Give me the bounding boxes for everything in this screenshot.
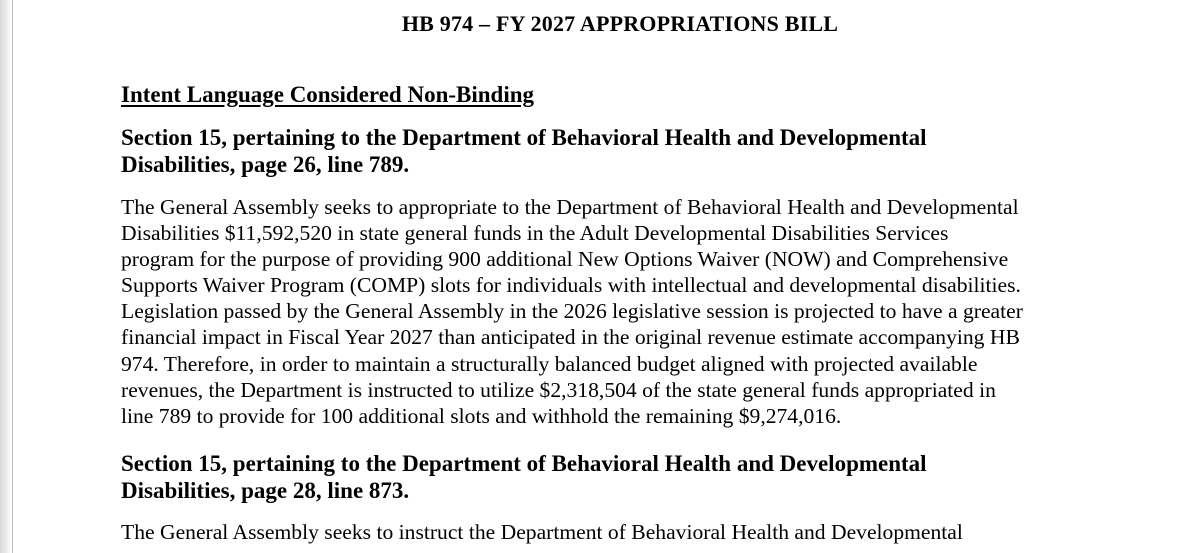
section-heading-1	[121, 124, 1061, 178]
section-body-1	[121, 194, 1131, 429]
body-line: Supports Waiver Program (COMP) slots for individuals with intellectual and developmental disabilities.	[121, 273, 1021, 298]
body-line: Disabilities $11,592,520 in state general funds in the Adult Developmental Disabilities Services	[121, 221, 949, 246]
section-body-2	[121, 519, 1131, 545]
section-heading-line: Disabilities, page 28, line 873.	[121, 478, 410, 503]
document-title: HB 974 – FY 2027 APPROPRIATIONS BILL	[401, 11, 839, 36]
body-line: Legislation passed by the General Assembly in the 2026 legislative session is projected to have a greater	[121, 299, 1023, 324]
body-line: line 789 to provide for 100 additional slots and withhold the remaining $9,274,016.	[121, 403, 842, 428]
page-edge	[0, 0, 13, 553]
intent-heading: Intent Language Considered Non-Binding	[121, 82, 535, 107]
body-line: 974. Therefore, in order to maintain a structurally balanced budget aligned with projected available	[121, 351, 978, 376]
body-line: program for the purpose of providing 900 additional New Options Waiver (NOW) and Comprehensive	[121, 247, 1009, 272]
body-line: The General Assembly seeks to appropriate to the Department of Behavioral Health and Developmental	[121, 195, 1019, 219]
body-line: financial impact in Fiscal Year 2027 than anticipated in the original revenue estimate accompanying HB	[121, 325, 1020, 350]
body-line: revenues, the Department is instructed to utilize $2,318,504 of the state general funds appropriated in	[121, 377, 996, 402]
section-heading-line: Section 15, pertaining to the Department of Behavioral Health and Developmental	[121, 125, 927, 150]
section-heading-line: Disabilities, page 26, line 789.	[121, 152, 410, 177]
body-line: The General Assembly seeks to instruct the Department of Behavioral Health and Developmental	[121, 520, 963, 544]
section-heading-line: Section 15, pertaining to the Department of Behavioral Health and Developmental	[121, 451, 927, 476]
section-heading-2	[121, 450, 1061, 504]
